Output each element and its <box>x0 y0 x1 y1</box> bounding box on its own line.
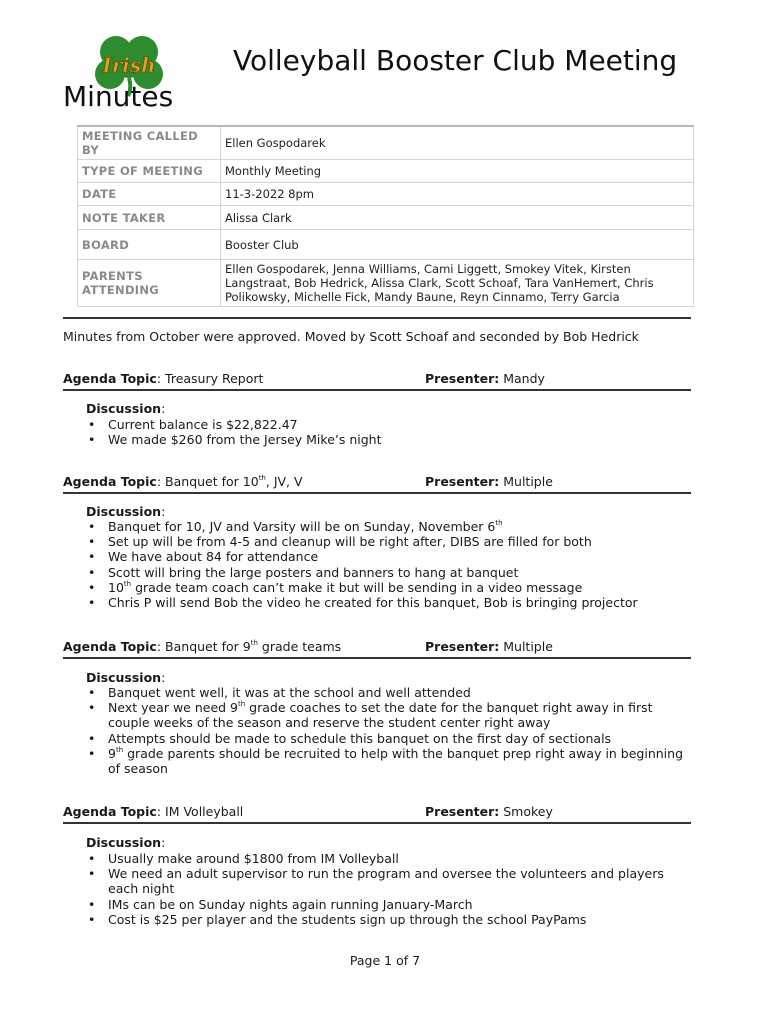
agenda-topic-header: Agenda Topic: Treasury Report Presenter: Mandy <box>63 371 545 386</box>
list-item: • Set up will be from 4-5 and cleanup will be right after, DIBS are filled for both <box>86 534 696 549</box>
discussion-label: Discussion: <box>86 401 166 416</box>
list-item: • IMs can be on Sunday nights again running January-March <box>86 897 696 912</box>
discussion-list <box>86 685 696 776</box>
presenter-label: Presenter: <box>425 639 500 654</box>
info-value: Booster Club <box>221 230 694 260</box>
discussion-label: Discussion: <box>86 835 166 850</box>
list-item: • Banquet went well, it was at the school and well attended <box>86 685 696 700</box>
list-item: • Banquet for 10, JV and Varsity will be on Sunday, November 6th <box>86 519 696 534</box>
info-label: MEETING CALLED BY <box>78 126 221 160</box>
document-title: Volleyball Booster Club Meeting <box>233 44 678 77</box>
list-item: • We have about 84 for attendance <box>86 549 696 564</box>
topic-divider <box>63 492 691 494</box>
presenter <box>425 639 553 654</box>
info-value: Ellen Gospodarek, Jenna Williams, Cami Liggett, Smokey Vitek, Kirsten Langstraat, Bob Hedrick, Alissa Clark, Scott Schoaf, Tara VanHemert, Chris Polikowsky, Michelle Fick, Mandy Baune, Reyn Cinnamo, Terry Garcia <box>221 260 694 307</box>
discussion-list <box>86 519 696 610</box>
list-item: • Current balance is $22,822.47 <box>86 417 696 432</box>
agenda-topic-name: Banquet for 10th, JV, V <box>165 474 303 489</box>
info-value: Ellen Gospodarek <box>221 126 694 160</box>
discussion-list <box>86 417 696 447</box>
discussion-list <box>86 851 696 927</box>
presenter-name: Smokey <box>503 804 553 819</box>
topic-divider <box>63 657 691 659</box>
agenda-topic-name: Treasury Report <box>165 371 264 386</box>
presenter-name: Mandy <box>503 371 545 386</box>
presenter-label: Presenter: <box>425 474 500 489</box>
list-item: • Chris P will send Bob the video he created for this banquet, Bob is bringing projector <box>86 595 696 610</box>
info-row <box>78 260 694 307</box>
presenter-name: Multiple <box>503 639 553 654</box>
presenter-label: Presenter: <box>425 804 500 819</box>
agenda-topic-header: Agenda Topic: Banquet for 9th grade teams Presenter: Multiple <box>63 639 553 654</box>
info-row <box>78 183 694 206</box>
info-label: BOARD <box>78 230 221 260</box>
info-value: Alissa Clark <box>221 206 694 230</box>
agenda-topic-label: Agenda Topic <box>63 804 157 819</box>
agenda-topic-name: Banquet for 9th grade teams <box>165 639 342 654</box>
agenda-topic-name: IM Volleyball <box>165 804 244 819</box>
discussion-label: Discussion: <box>86 504 166 519</box>
info-value: 11-3-2022 8pm <box>221 183 694 206</box>
info-label: TYPE OF MEETING <box>78 160 221 183</box>
presenter-name: Multiple <box>503 474 553 489</box>
list-item: • 9th grade parents should be recruited to help with the banquet prep right away in beginning of season <box>86 746 696 776</box>
presenter-label: Presenter: <box>425 371 500 386</box>
page-number: Page 1 of 7 <box>349 953 421 968</box>
info-value: Monthly Meeting <box>221 160 694 183</box>
agenda-topic-label: Agenda Topic <box>63 639 157 654</box>
presenter <box>425 474 553 489</box>
document-title-minutes: Minutes <box>63 80 174 113</box>
info-row <box>78 160 694 183</box>
list-item: • Cost is $25 per player and the students sign up through the school PayPams <box>86 912 696 927</box>
list-item: • We made $260 from the Jersey Mike’s night <box>86 432 696 447</box>
list-item: • 10th grade team coach can’t make it but will be sending in a video message <box>86 580 696 595</box>
list-item: • Usually make around $1800 from IM Volleyball <box>86 851 696 866</box>
presenter <box>425 371 545 386</box>
info-row <box>78 206 694 230</box>
discussion-label: Discussion: <box>86 670 166 685</box>
list-item: • Next year we need 9th grade coaches to set the date for the banquet right away in first couple weeks of the season and reserve the student center right away <box>86 700 696 730</box>
info-row <box>78 230 694 260</box>
info-label: NOTE TAKER <box>78 206 221 230</box>
meeting-info-table <box>77 125 694 307</box>
topic-divider <box>63 822 691 824</box>
list-item: • Scott will bring the large posters and banners to hang at banquet <box>86 565 696 580</box>
agenda-topic-header: Agenda Topic: IM Volleyball Presenter: Smokey <box>63 804 553 819</box>
info-label: DATE <box>78 183 221 206</box>
logo-text: Irish <box>102 53 156 77</box>
agenda-topic-header: Agenda Topic: Banquet for 10th, JV, V Presenter: Multiple <box>63 474 553 489</box>
info-label: PARENTS ATTENDING <box>78 260 221 307</box>
agenda-topic-label: Agenda Topic <box>63 371 157 386</box>
approval-note: Minutes from October were approved. Moved by Scott Schoaf and seconded by Bob Hedrick <box>63 329 639 344</box>
agenda-topic-label: Agenda Topic <box>63 474 157 489</box>
section-divider <box>63 317 691 319</box>
info-row <box>78 126 694 160</box>
list-item: • We need an adult supervisor to run the program and oversee the volunteers and players each night <box>86 866 696 896</box>
list-item: • Attempts should be made to schedule this banquet on the first day of sectionals <box>86 731 696 746</box>
topic-divider <box>63 389 691 391</box>
presenter <box>425 804 553 819</box>
